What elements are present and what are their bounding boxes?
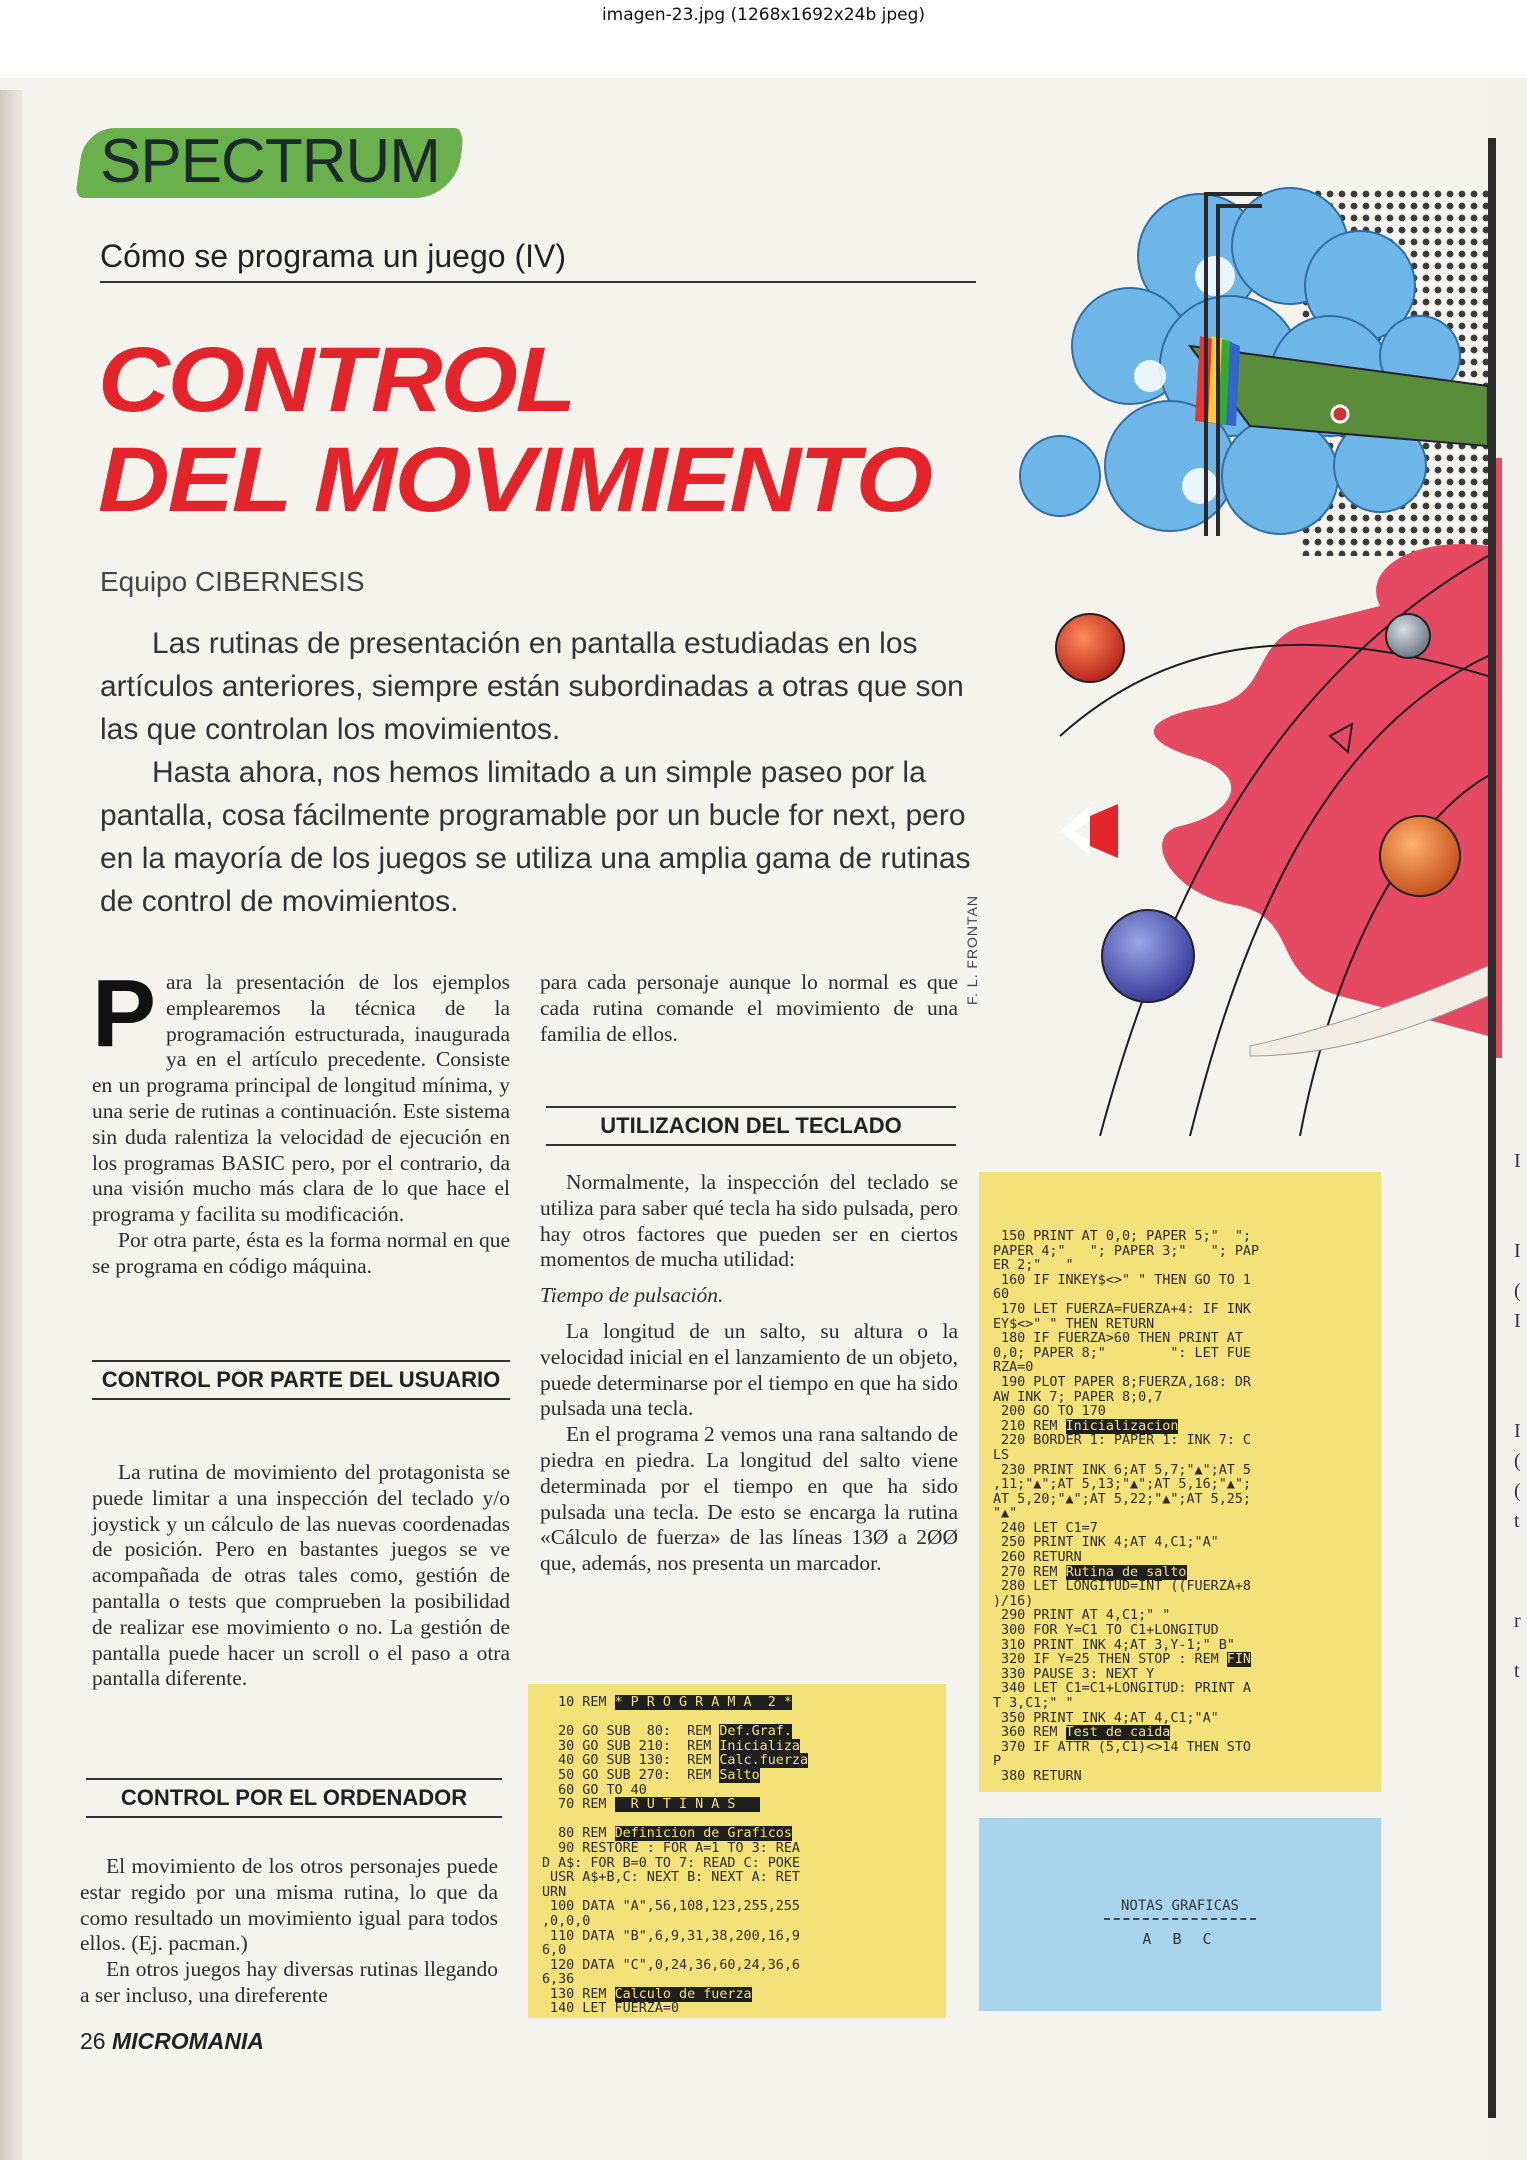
code-text: 300 FOR Y=C1 TO C1+LONGITUD xyxy=(993,1623,1219,1639)
article-title xyxy=(98,330,931,530)
column-1-paragraph-4: El movimiento de los otros personajes puede estar regido por una misma rutina, lo que da como resultado un movimiento igual para todos ellos. (Ej. pacman.) xyxy=(80,1854,498,1956)
column-2-teclado xyxy=(540,1170,958,1577)
code-line xyxy=(993,1755,1367,1770)
code-line xyxy=(993,1507,1367,1522)
code-text: 360 REM xyxy=(993,1725,1066,1741)
code-line xyxy=(993,1259,1367,1274)
facing-page-glyph: t xyxy=(1514,1660,1520,1682)
series-rule xyxy=(100,281,976,283)
code-line xyxy=(993,1332,1367,1347)
article-title-line2: DEL MOVIMIENTO xyxy=(98,429,931,531)
basic-listing-part-2 xyxy=(979,1172,1381,1792)
code-line xyxy=(993,1595,1367,1610)
code-text: 330 PAUSE 3: NEXT Y xyxy=(993,1666,1155,1682)
code-text: 250 PRINT INK 4;AT 4,C1;"A" xyxy=(993,1535,1219,1551)
code-highlight: Definicion de Graficos xyxy=(614,1826,792,1842)
code-text: 130 REM xyxy=(542,1986,615,2002)
code-highlight: Rutina de salto xyxy=(1065,1564,1187,1580)
code-text: 160 IF INKEY$<>" " THEN GO TO 1 xyxy=(993,1272,1251,1288)
code-text: EY$<>" " THEN RETURN xyxy=(993,1316,1155,1332)
code-line xyxy=(542,1754,932,1769)
arrow-left-icon xyxy=(1060,806,1090,856)
illustration-credit: F. L. FRONTAN xyxy=(964,895,980,1005)
lead-paragraph-1: Las rutinas de presentación en pantalla estudiadas en los artículos anteriores, siempre están subordinadas a otras que son las que controlan los movimientos. xyxy=(100,627,964,746)
code-text: 80 REM xyxy=(542,1826,615,1842)
code-text: 340 LET C1=C1+LONGITUD: PRINT A xyxy=(993,1681,1251,1697)
facing-page-shadow xyxy=(1488,138,1496,2118)
code-line xyxy=(993,1566,1367,1581)
code-line xyxy=(993,1536,1367,1551)
code-line xyxy=(993,1449,1367,1464)
code-line xyxy=(542,1711,932,1726)
code-text: "▲" xyxy=(993,1506,1018,1522)
code-line xyxy=(993,1230,1367,1245)
code-highlight: * P R O G R A M A 2 * xyxy=(614,1695,792,1710)
code-line xyxy=(993,1522,1367,1537)
drop-cap: P xyxy=(92,960,157,1067)
section-label-text: SPECTRUM xyxy=(100,127,440,196)
code-text: T 3,C1;" " xyxy=(993,1696,1074,1711)
code-line xyxy=(542,1915,932,1930)
column-2-subheading: Tiempo de pulsación. xyxy=(540,1283,724,1308)
code-line xyxy=(993,1420,1367,1435)
page-number: 26 xyxy=(80,2028,106,2054)
code-highlight: Inicializa xyxy=(719,1738,800,1754)
code-text: 270 REM xyxy=(993,1564,1066,1580)
code-text: 200 GO TO 170 xyxy=(993,1404,1106,1420)
code-line xyxy=(993,1347,1367,1362)
code-text: 6,0 xyxy=(542,1943,567,1959)
code-line xyxy=(542,1871,932,1886)
code-text: 100 DATA "A",56,108,123,255,255 xyxy=(542,1899,800,1915)
code-line xyxy=(993,1551,1367,1566)
code-text: 240 LET C1=7 xyxy=(993,1520,1098,1536)
code-text: 140 LET FUERZA=0 xyxy=(542,2001,680,2017)
code-highlight: Def.Graf. xyxy=(719,1724,792,1740)
graphic-notes-glyphs: A B C xyxy=(1142,1930,1218,1948)
column-1-paragraph-3: La rutina de movimiento del protagonista se puede limitar a una inspección del teclado y/o joystick y un cálculo de las nuevas coordenadas de posición. Pero en bastantes juegos se ve acompañada de otras tales como, gestión de pantalla o tests que comprueben la posibilidad de realizar ese movimiento o no. La gestión de pantalla puede hacer un scroll o el paso a otra pantalla diferente. xyxy=(92,1460,510,1691)
code-line xyxy=(993,1770,1367,1785)
code-text: AT 5,20;"▲";AT 5,22;"▲";AT 5,25; xyxy=(993,1491,1251,1507)
code-highlight: Calc.fuerza xyxy=(719,1753,809,1769)
facing-page-glyph: I xyxy=(1514,1150,1521,1172)
code-line xyxy=(993,1391,1367,1406)
code-text: 320 IF Y=25 THEN STOP : REM xyxy=(993,1652,1227,1668)
column-1-usuario xyxy=(92,1460,510,1692)
facing-page-edge xyxy=(1488,78,1527,2160)
code-line xyxy=(542,1930,932,1945)
code-text: 0,0; PAPER 8;" ": LET FUE xyxy=(993,1345,1251,1361)
code-line xyxy=(542,1842,932,1857)
code-line xyxy=(542,1696,932,1711)
code-line xyxy=(993,1288,1367,1303)
section-label xyxy=(80,122,460,204)
code-text: LS xyxy=(993,1447,1010,1463)
code-line xyxy=(542,1973,932,1988)
graphic-notes-title: NOTAS GRAFICAS xyxy=(1120,1898,1239,1914)
code-line xyxy=(993,1434,1367,1449)
code-line xyxy=(542,2002,932,2017)
column-1-paragraph-1: ara la presentación de los ejemplos emplearemos la técnica de la programación estructurada, inaugurada ya en el artículo precedente. Consiste en un programa principal de longitud mínima, y una serie de rutinas a continuación. Este sistema sin duda ralentiza la velocidad de ejecución en los programas BASIC pero, por el contrario, da una visión mucho más clara de lo que hace el programa y facilita su modificación. xyxy=(92,970,510,1227)
code-text: 60 GO TO 40 xyxy=(542,1782,647,1798)
facing-page-glyph: I xyxy=(1514,1240,1521,1262)
column-2-paragraph-1: para cada personaje aunque lo normal es que cada rutina comande el movimiento de una familia de ellos. xyxy=(540,970,958,1046)
code-line xyxy=(542,1959,932,1974)
code-line xyxy=(993,1639,1367,1654)
code-line xyxy=(993,1624,1367,1639)
column-2-paragraph-2: Normalmente, la inspección del teclado se utiliza para saber qué tecla ha sido pulsada, pero hay otros factores que pueden ser en ciertos momentos de mucha utilidad: xyxy=(540,1170,958,1272)
code-line xyxy=(993,1361,1367,1376)
code-text: )/16) xyxy=(993,1593,1034,1609)
column-2-top xyxy=(540,970,958,1047)
code-text: 260 RETURN xyxy=(993,1550,1082,1566)
code-text: RZA=0 xyxy=(993,1360,1034,1376)
code-text: 180 IF FUERZA>60 THEN PRINT AT xyxy=(993,1331,1243,1347)
code-line xyxy=(542,1857,932,1872)
column-1-paragraph-5: En otros juegos hay diversas rutinas llegando a ser incluso, una direferente xyxy=(80,1957,498,2007)
code-text: 50 GO SUB 270: REM xyxy=(542,1767,720,1783)
column-2-paragraph-4: En el programa 2 vemos una rana saltando de piedra en piedra. La longitud del salto viene determinada por el tiempo en que ha sido pulsada una tecla. De esto se encarga la rutina «Cálculo de fuerza» de las líneas 13Ø a 2ØØ que, además, nos presenta un marcador. xyxy=(540,1422,958,1576)
code-line xyxy=(993,1697,1367,1712)
code-line xyxy=(542,1988,932,2003)
code-highlight: Salto xyxy=(719,1767,760,1783)
code-text: 280 LET LONGITUD=INT ((FUERZA+8 xyxy=(993,1579,1251,1595)
code-text: 350 PRINT INK 4;AT 4,C1;"A" xyxy=(993,1710,1219,1726)
code-line xyxy=(542,1944,932,1959)
code-line xyxy=(542,1827,932,1842)
code-line xyxy=(542,1769,932,1784)
code-line xyxy=(993,1464,1367,1479)
code-text: 230 PRINT INK 6;AT 5,7;"▲";AT 5 xyxy=(993,1462,1251,1478)
code-line xyxy=(993,1712,1367,1727)
heading-control-ordenador: CONTROL POR EL ORDENADOR xyxy=(86,1778,502,1818)
code-line xyxy=(993,1668,1367,1683)
lead-paragraphs xyxy=(100,622,980,923)
code-line xyxy=(993,1493,1367,1508)
code-text: 210 REM xyxy=(993,1418,1066,1434)
facing-page-glyph: r xyxy=(1514,1610,1521,1632)
code-text xyxy=(542,1710,550,1725)
code-text: D A$: FOR B=0 TO 7: READ C: POKE xyxy=(542,1855,800,1871)
facing-page-glyph: t xyxy=(1514,1510,1520,1532)
code-line xyxy=(542,1813,932,1828)
code-line xyxy=(993,1274,1367,1289)
code-text: ,11;"▲";AT 5,13;"▲";AT 5,16;"▲"; xyxy=(993,1477,1251,1493)
facing-page-glyph: ( xyxy=(1514,1280,1521,1302)
viewer-title-bar xyxy=(0,0,1527,78)
facing-page-glyph: I xyxy=(1514,1420,1521,1442)
code-text: 30 GO SUB 210: REM xyxy=(542,1738,720,1754)
code-text: 310 PRINT INK 4;AT 3,Y-1;" B" xyxy=(993,1637,1235,1653)
code-line xyxy=(993,1478,1367,1493)
code-line xyxy=(542,1740,932,1755)
heading-utilizacion-teclado: UTILIZACION DEL TECLADO xyxy=(546,1106,956,1146)
heading-control-usuario: CONTROL POR PARTE DEL USUARIO xyxy=(92,1360,510,1400)
code-text: 220 BORDER 1: PAPER 1: INK 7: C xyxy=(993,1433,1251,1449)
code-highlight: Calculo de fuerza xyxy=(614,1986,752,2002)
code-line xyxy=(542,1900,932,1915)
binding-edge xyxy=(0,90,22,2160)
page-footer xyxy=(80,2028,264,2055)
code-text: AW INK 7; PAPER 8;0,7 xyxy=(993,1389,1163,1405)
code-text: 10 REM xyxy=(542,1695,615,1710)
code-line xyxy=(993,1245,1367,1260)
pink-nebula xyxy=(1154,544,1488,1036)
code-text: 150 PRINT AT 0,0; PAPER 5;" "; xyxy=(993,1229,1251,1244)
blue-planet-icon xyxy=(1102,910,1194,1002)
grey-planet-icon xyxy=(1386,614,1430,658)
code-highlight: Test de caida xyxy=(1065,1725,1171,1741)
lead-paragraph-2: Hasta ahora, nos hemos limitado a un simple paseo por la pantalla, cosa fácilmente programable por un bucle for next, pero en la mayoría de los juegos se utiliza una amplia gama de rutinas de control de movimientos. xyxy=(100,756,971,918)
viewer-file-title: imagen-23.jpg (1268x1692x24b jpeg) xyxy=(601,5,926,25)
code-text: 40 GO SUB 130: REM xyxy=(542,1753,720,1769)
code-text: ER 2;" " xyxy=(993,1258,1074,1274)
code-line xyxy=(542,1886,932,1901)
graphic-notes-underline xyxy=(1104,1918,1256,1920)
space-illustration xyxy=(1000,176,1488,1136)
code-text: 190 PLOT PAPER 8;FUERZA,168: DR xyxy=(993,1374,1251,1390)
code-line xyxy=(993,1682,1367,1697)
code-line xyxy=(993,1376,1367,1391)
series-title: Cómo se programa un juego (IV) xyxy=(100,238,566,274)
red-planet-icon xyxy=(1056,614,1124,682)
code-line xyxy=(993,1405,1367,1420)
facing-page-glyph: ( xyxy=(1514,1480,1521,1502)
code-text: 60 xyxy=(993,1287,1010,1303)
code-text: 90 RESTORE : FOR A=1 TO 3: REA xyxy=(542,1840,800,1856)
column-1-ordenador xyxy=(80,1854,498,2009)
code-line xyxy=(993,1741,1367,1756)
code-text xyxy=(542,1812,550,1827)
orange-planet-icon xyxy=(1380,816,1460,896)
code-line xyxy=(542,1798,932,1813)
facing-page-glyph: ( xyxy=(1514,1450,1521,1472)
column-1-intro xyxy=(92,960,510,1280)
code-text: 110 DATA "B",6,9,31,38,200,16,9 xyxy=(542,1928,800,1944)
column-1-paragraph-2: Por otra parte, ésta es la forma normal en que se programa en código máquina. xyxy=(92,1227,510,1278)
column-2-paragraph-3: La longitud de un salto, su altura o la velocidad inicial en el lanzamiento de un objeto, puede determinarse por el tiempo en que ha sido pulsada una tecla. xyxy=(540,1318,958,1421)
code-line xyxy=(993,1609,1367,1624)
basic-listing-part-1 xyxy=(528,1684,946,2018)
code-line xyxy=(993,1580,1367,1595)
magazine-name: MICROMANIA xyxy=(111,2028,265,2054)
code-text: 20 GO SUB 80: REM xyxy=(542,1724,720,1740)
code-line xyxy=(993,1318,1367,1333)
code-text: URN xyxy=(542,1884,567,1900)
code-text: ,0,0,0 xyxy=(542,1913,591,1929)
code-highlight: Inicializacion xyxy=(1065,1418,1179,1434)
code-text: P xyxy=(993,1754,1002,1770)
code-text: USR A$+B,C: NEXT B: NEXT A: RET xyxy=(542,1870,800,1886)
code-line xyxy=(542,1725,932,1740)
code-text: PAPER 4;" "; PAPER 3;" "; PAP xyxy=(993,1243,1260,1259)
code-line xyxy=(993,1726,1367,1741)
code-line xyxy=(993,1653,1367,1668)
code-line xyxy=(542,1784,932,1799)
graphic-notes-box xyxy=(979,1818,1381,2011)
article-title-line1: CONTROL xyxy=(98,329,575,431)
code-text: 370 IF ATTR (5,C1)<>14 THEN STO xyxy=(993,1739,1251,1755)
code-text: 70 REM xyxy=(542,1797,615,1813)
code-text: 380 RETURN xyxy=(993,1768,1082,1784)
author-byline: Equipo CIBERNESIS xyxy=(100,566,365,597)
code-text: 170 LET FUERZA=FUERZA+4: IF INK xyxy=(993,1301,1251,1317)
code-highlight: FIN xyxy=(1226,1652,1251,1668)
code-line xyxy=(993,1303,1367,1318)
code-text: 290 PRINT AT 4,C1;" " xyxy=(993,1608,1171,1624)
code-text: 6,36 xyxy=(542,1972,575,1988)
code-text: 120 DATA "C",0,24,36,60,24,36,6 xyxy=(542,1957,800,1973)
code-highlight: R U T I N A S xyxy=(614,1797,760,1813)
facing-page-glyph: I xyxy=(1514,1310,1521,1332)
